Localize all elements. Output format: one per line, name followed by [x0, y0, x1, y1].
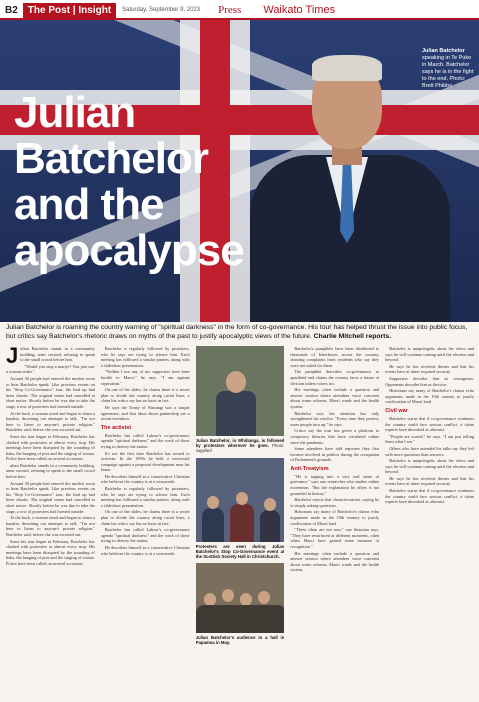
paragraph: Some attendees have told reporters they first became involved in politics during the occupation of Parliament's grounds.	[290, 446, 380, 463]
column-5	[385, 346, 474, 698]
paragraph: Others who have attended his talks say they left with more questions than answers.	[385, 445, 474, 457]
paragraph: Batchelor is regularly followed by protesters, who he says are trying to silence him. Each meeting has followed a similar pattern, along with a slideshow presentation.	[100, 346, 190, 368]
standfirst	[6, 324, 474, 341]
photo-figure-head	[207, 496, 219, 509]
paragraph: On one of the slides, he claims there is a secret plan to divide the country along racial lines, a claim his critics say has no basis in fact.	[100, 387, 190, 404]
paragraph: Historians say many of Batchelor's claims echo arguments made in the 19th century to justify confiscation of Maori land.	[385, 388, 474, 405]
press-logo-text: Press	[218, 4, 242, 16]
paragraph: Supporters describe him as courageous. Opponents describe him as divisive.	[385, 375, 474, 387]
paragraph: Batchelor has called Labour's co-governance agenda "spiritual darkness" and the work of those trying to destroy the nation.	[100, 527, 190, 544]
hero-photo	[0, 20, 479, 322]
photo-protesters	[196, 458, 285, 542]
photo-figure-head	[226, 371, 246, 393]
headline-line-4: apocalypse	[14, 226, 244, 275]
paragraph: His meetings often include a question and answer session where attendees voice concerns about water reforms, Maori wards and the health system.	[290, 550, 380, 573]
subhead-the-activist: The activist	[100, 424, 132, 431]
paragraph: "These ideas are not new," one historian says. "They have resurfaced at different moments, often when Maori have gained some measure of recognition."	[290, 527, 380, 549]
paragraph: "He is tapping into a very real sense of grievance," says one researcher who studies online extremism. "But the explanation he offers is not grounded in history."	[290, 473, 380, 496]
photo-audience	[196, 563, 285, 633]
photo-batchelor-whitianga	[196, 346, 285, 436]
paragraph: Critics say the tour has given a platform to conspiracy theories that have circulated online since the pandemic.	[290, 428, 380, 445]
paragraph: "Neither I nor any of my supporters have been hostile to Maori," he says. "I am against separatism."	[100, 369, 190, 386]
photo-caption-3	[196, 635, 285, 645]
paragraph: Batchelor rejects that characterisation, saying he is simply asking questions.	[290, 497, 380, 508]
photo-figure-body	[216, 391, 256, 436]
paragraph: Historians say many of Batchelor's claims echo arguments made in the 19th century to justify confiscation of Maori land.	[290, 509, 380, 526]
paragraph: Batchelor says the attention has only strengthened his resolve. "Every time they protest, more people turn up," he says.	[290, 410, 380, 427]
byline: Charlie Mitchell reports.	[313, 332, 392, 340]
column-3	[196, 346, 285, 698]
paragraph: Batchelor is unapologetic about his views and says he will continue touring until the election and beyond.	[385, 458, 474, 475]
photo-figure-head	[222, 589, 234, 602]
paragraph: Batchelor is unapologetic about his views and says he will continue touring until the election and beyond.	[385, 346, 474, 363]
paragraph: "People are scared," he says. "I am just telling them what I see."	[385, 433, 474, 445]
paragraph: He says the Treaty of Waitangi was a simple agreement, and that ideas about partnership are a recent invention.	[100, 404, 190, 422]
hero-caption-bold: Julian Batchelor	[422, 48, 465, 54]
paragraph: Batchelor is regularly followed by protesters, who he says are trying to silence him. Each meeting has followed a similar pattern, along with a slideshow presentation.	[100, 486, 190, 508]
photo-caption-2	[196, 544, 285, 560]
paragraph: Since his tour began in February, Batchelor has clashed with protesters at almost every stop. His meetings have been disrupted by the sounding of haka, the banging of pots and the singing of waiata. Police have been called on several occasions.	[6, 433, 95, 462]
issue-date: Saturday, September 9, 2023	[122, 7, 201, 13]
standfirst-text: Julian Batchelor is roaming the country warning of "spiritual darkness" in the form of co-governance. His tour has helped thrust the issue into public focus, but critics say Batchelor's rhetoric draws on myths of the past to justify apocalyptic views of the future.	[6, 324, 468, 340]
photo-crowd	[196, 605, 285, 633]
paragraph: At the back, a woman stood and began to chant a karakia, drowning out attempts to talk. "I'm not here to listen to anyone's private religion," Batchelor said, before she was escorted out.	[6, 515, 95, 537]
photo-caption-1-bold: Julian Batchelor, in Whitianga, is followed by protesters wherever he goes.	[195, 438, 285, 449]
section-logo-text: Waikato Times	[263, 4, 336, 16]
headline-line-2: Batchelor	[14, 134, 208, 183]
column-2	[101, 346, 190, 698]
paragraph: Around 30 people had entered the modest room to hear Batchelor speak. Like previous events on his "Stop Co-Governance" tour, the lead up had been chaotic. The original venue had cancelled at short notice. Shortly before he was due to take the stage, a row of protesters had formed outside.	[6, 375, 95, 409]
photo-figure-head	[264, 498, 276, 511]
photo-caption-1	[196, 438, 285, 454]
hero-caption-text: speaking in Te Puke in March. Batchelor says he is in the fight to the end. Photo: Brett Phibbs	[422, 55, 474, 89]
page-number: B2	[5, 4, 18, 16]
paragraph: He describes himself as a conservative Christian who believes the country is at a crossroads.	[100, 473, 190, 485]
headline-line-1: Julian	[14, 88, 136, 137]
paragraph: Batchelor warns that if co-governance continues the country could face serious conflict, a claim experts have described as alarmist.	[385, 415, 474, 433]
subhead-civil-war: Civil war	[385, 407, 408, 414]
photo-caption-2-bold: Protesters are seen during Julian Batchelor's Stop Co-Governance event at the Scottish Society Hall in Christchurch.	[195, 543, 285, 560]
portrait-hair	[312, 55, 382, 81]
paragraph: His meetings often include a question and answer session where attendees voice concerns about water reforms, Maori wards and the health system.	[290, 387, 380, 409]
photo-caption-3-bold: Julian Batchelor's audience in a hall in Papamoa in May.	[195, 635, 285, 646]
publication-brand: The Post | Insight	[23, 3, 116, 18]
hero-caption	[422, 48, 476, 90]
paragraph: Around 30 people had entered the modest room to hear Batchelor speak. Like previous events on his "Stop Co-Governance" tour, the lead up had been chaotic. The original venue had cancelled at short notice. Shortly before he was due to take the stage, a row of protesters had formed outside.	[6, 480, 95, 514]
photo-figure-body	[230, 504, 254, 542]
photo-figure-head	[258, 591, 270, 604]
column-1	[6, 346, 95, 698]
photo-figure-head	[236, 492, 248, 505]
paragraph: He says he has received threats and that his events have at times required security.	[385, 363, 474, 375]
masthead-bar	[0, 0, 479, 20]
paragraph: Batchelor's pamphlets have been distributed to thousands of letterboxes across the country, drawing complaints from residents who say they were not asked for them.	[290, 346, 380, 368]
paragraph: Since his tour began in February, Batchelor has clashed with protesters at almost every stop. His meetings have been disrupted by the sounding of haka, the banging of pots and the singing of waiata. Police have been called on several occasions.	[6, 538, 95, 566]
photo-figure-body	[202, 508, 224, 542]
paragraph: He describes himself as a conservative Christian who believes the country is at a crossroads.	[100, 545, 190, 556]
paragraph: Batchelor has called Labour's co-governance agenda "spiritual darkness" and the work of those trying to destroy the nation.	[100, 432, 190, 449]
column-4	[290, 346, 379, 698]
paragraph: ulian Batchelor stands in a community building, arms crossed, refusing to speak to the small crowd before him.	[20, 346, 95, 363]
paragraph: On one of the slides, he claims there is a secret plan to divide the country along racial lines, a claim his critics say has no basis in fact.	[100, 509, 190, 526]
paragraph: It's not the first time Batchelor has turned to activism. In the 1990s he held a successful campaign against a proposed development near his home.	[100, 450, 190, 473]
paragraph: ulian Batchelor stands in a community building, arms crossed, refusing to speak to the small crowd before him.	[6, 462, 95, 480]
paragraph: The pamphlet describes co-governance as apartheid and claims the country faces a future of division unless voters act.	[290, 369, 380, 386]
drop-cap: J	[6, 346, 19, 368]
subhead-anti-treatyism: Anti-Treatyism	[290, 465, 329, 472]
paragraph: Batchelor warns that if co-governance continues the country could face serious conflict, a claim experts have described as alarmist.	[385, 488, 474, 505]
headline-line-3: and the	[14, 180, 164, 229]
paragraph: At the back, a woman stood and began to chant a karakia, drowning out attempts to talk. "I'm not here to listen to anyone's private religion," Batchelor said, before she was escorted out.	[6, 410, 95, 433]
paragraph: "Would you stop a martyr? You just saw a woman strike."	[6, 363, 95, 375]
photo-caption-1-rest: Photo: supplied	[195, 443, 285, 454]
headline	[14, 90, 244, 274]
paragraph: He says he has received threats and that his events have at times required security.	[385, 475, 474, 487]
article-body	[6, 346, 474, 698]
photo-figure-body	[260, 510, 280, 542]
